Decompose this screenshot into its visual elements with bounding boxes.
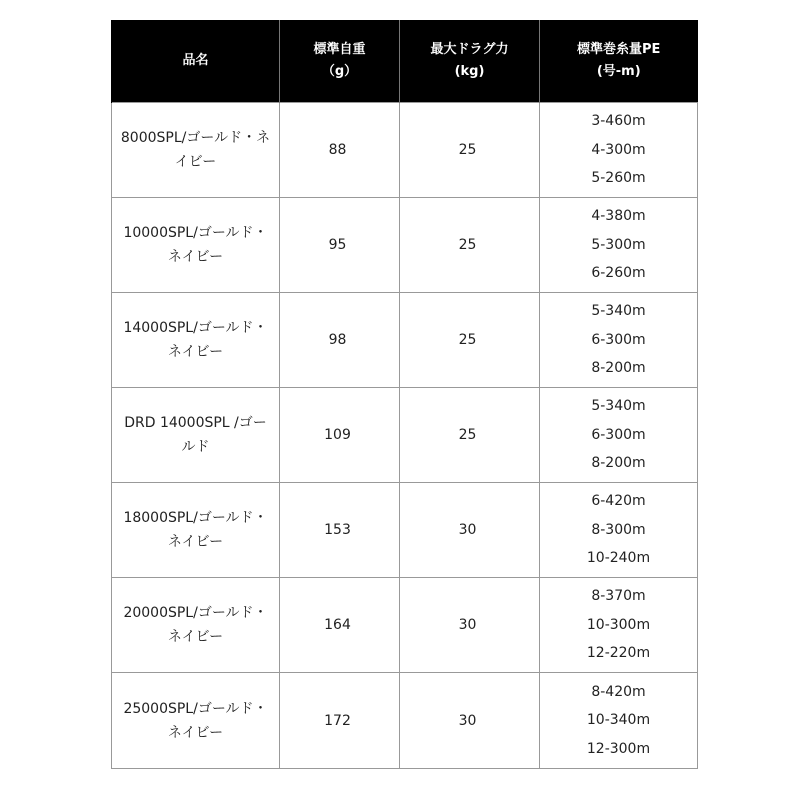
table-row xyxy=(112,293,698,388)
capacity-line: 6-420m xyxy=(591,493,646,510)
spec-table xyxy=(111,20,698,769)
capacity-line: 4-380m xyxy=(591,208,646,225)
product-name: 10000SPL/ゴールド・ネイビー xyxy=(112,198,280,293)
table-row xyxy=(112,483,698,578)
product-name: 18000SPL/ゴールド・ネイビー xyxy=(112,483,280,578)
weight-value: 98 xyxy=(280,293,400,388)
drag-value: 25 xyxy=(400,293,540,388)
table-row xyxy=(112,673,698,769)
capacity-line: 8-200m xyxy=(591,455,646,472)
capacity-line: 5-260m xyxy=(591,170,646,187)
weight-value: 95 xyxy=(280,198,400,293)
table-row xyxy=(112,103,698,198)
capacity-line: 10-240m xyxy=(586,550,651,567)
header-capacity-unit: (号-m) xyxy=(596,64,641,79)
capacity-line: 3-460m xyxy=(591,113,646,130)
table-body xyxy=(112,103,698,769)
product-name: 20000SPL/ゴールド・ネイビー xyxy=(112,578,280,673)
weight-value: 153 xyxy=(280,483,400,578)
table-row xyxy=(112,388,698,483)
header-capacity-label: 標準巻糸量PE xyxy=(577,42,661,57)
header-weight-label: 標準自重 xyxy=(313,42,366,57)
header-name xyxy=(112,20,280,103)
capacity-cell xyxy=(540,483,698,578)
drag-value: 30 xyxy=(400,483,540,578)
capacity-line: 8-200m xyxy=(591,360,646,377)
header-row xyxy=(112,20,698,103)
capacity-line: 12-220m xyxy=(586,645,651,662)
weight-value: 172 xyxy=(280,673,400,769)
capacity-cell xyxy=(540,673,698,769)
header-weight xyxy=(280,20,400,103)
product-name: 8000SPL/ゴールド・ネイビー xyxy=(112,103,280,198)
capacity-line: 6-300m xyxy=(591,426,646,443)
capacity-cell xyxy=(540,293,698,388)
capacity-line: 5-300m xyxy=(591,236,646,253)
capacity-line: 12-300m xyxy=(586,740,651,757)
capacity-line: 5-340m xyxy=(591,303,646,320)
capacity-cell xyxy=(540,198,698,293)
drag-value: 25 xyxy=(400,198,540,293)
capacity-line: 6-260m xyxy=(591,265,646,282)
drag-value: 30 xyxy=(400,673,540,769)
product-name: 14000SPL/ゴールド・ネイビー xyxy=(112,293,280,388)
product-name: DRD 14000SPL /ゴールド xyxy=(112,388,280,483)
drag-value: 25 xyxy=(400,103,540,198)
capacity-line: 5-340m xyxy=(591,398,646,415)
capacity-line: 8-300m xyxy=(591,521,646,538)
capacity-line: 8-420m xyxy=(591,683,646,700)
header-weight-unit: （g） xyxy=(321,64,358,79)
header-name-label: 品名 xyxy=(182,53,209,68)
weight-value: 109 xyxy=(280,388,400,483)
drag-value: 25 xyxy=(400,388,540,483)
table-row xyxy=(112,198,698,293)
capacity-line: 6-300m xyxy=(591,331,646,348)
header-capacity xyxy=(540,20,698,103)
drag-value: 30 xyxy=(400,578,540,673)
product-name: 25000SPL/ゴールド・ネイビー xyxy=(112,673,280,769)
capacity-line: 4-300m xyxy=(591,141,646,158)
capacity-cell xyxy=(540,578,698,673)
capacity-line: 10-300m xyxy=(586,616,651,633)
table-row xyxy=(112,578,698,673)
weight-value: 164 xyxy=(280,578,400,673)
weight-value: 88 xyxy=(280,103,400,198)
capacity-cell xyxy=(540,388,698,483)
header-drag-label: 最大ドラグ力 xyxy=(430,42,509,57)
capacity-cell xyxy=(540,103,698,198)
capacity-line: 8-370m xyxy=(591,588,646,605)
table-header xyxy=(112,20,698,103)
capacity-line: 10-340m xyxy=(586,712,651,729)
header-drag xyxy=(400,20,540,103)
header-drag-unit: (kg) xyxy=(454,64,485,79)
